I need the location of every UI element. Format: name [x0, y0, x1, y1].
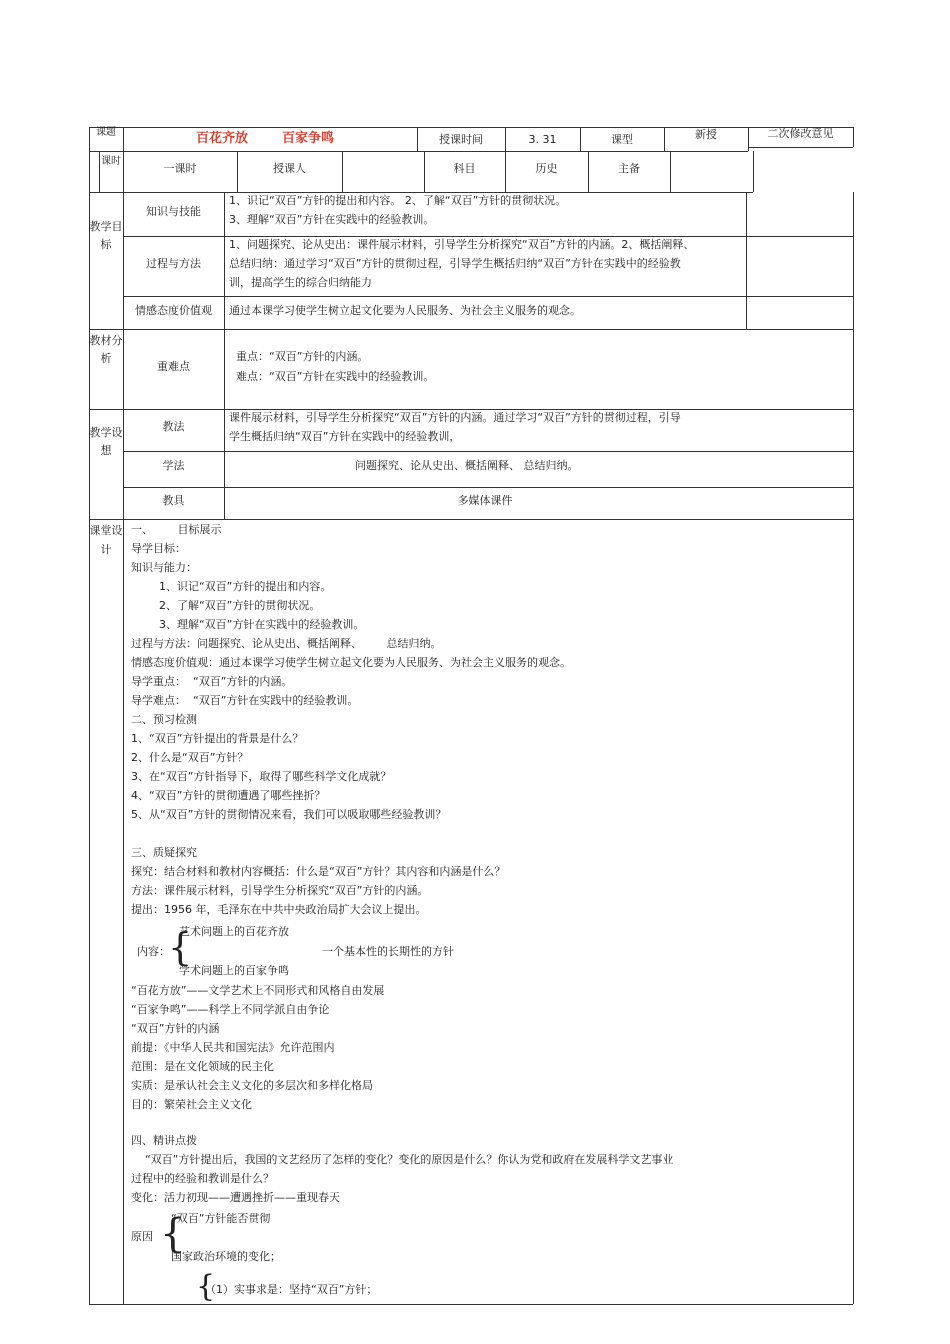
- text-line: 四、精讲点拨: [131, 1134, 197, 1147]
- attitude-line-1: 通过本课学习使学生树立起文化要为人民服务、为社会主义服务的观念。: [229, 304, 581, 317]
- row-label-tools: 教具: [162, 494, 185, 507]
- brace-icon: {: [160, 1211, 186, 1257]
- label-lesson-type: 课型: [611, 133, 633, 146]
- knowledge-line-1: 1、识记“双百”方针的提出和内容。 2、了解“双百”方针的贯彻状况。: [229, 194, 567, 207]
- label-keshi: 课时: [101, 156, 121, 167]
- text-line: 导学目标：: [131, 542, 186, 555]
- process-line-3: 训，提高学生的综合归纳能力: [229, 276, 372, 289]
- text-line: “百花方放”——文学艺术上不同形式和风格自由发展: [131, 984, 385, 997]
- content-policy: 一个基本性的长期性的方针: [322, 945, 454, 958]
- section-key-explanation: [131, 1131, 673, 1207]
- reason-policy: “双百”方针能否贯彻: [171, 1212, 271, 1225]
- text-line: 目的：繁荣社会主义文化: [131, 1098, 252, 1111]
- row-label-knowledge: 知识与技能: [146, 205, 201, 218]
- text-line: 三、质疑探究: [131, 846, 197, 859]
- text-line: 前提：《中华人民共和国宪法》允许范围内: [131, 1041, 335, 1054]
- row-label-attitude: 情感态度价值观: [135, 304, 212, 317]
- lesson-title-part1: 百花齐放: [196, 131, 249, 146]
- text-line: 4、“双百”方针的贯彻遭遇了哪些挫折？: [131, 789, 326, 802]
- row-label-process: 过程与方法: [146, 257, 201, 270]
- text-line: 过程中的经验和教训是什么？: [131, 1172, 274, 1185]
- key-point: 重点：“双百”方针的内涵。: [236, 350, 369, 363]
- row-label-study: 学法: [162, 459, 185, 472]
- text-line: 探究：结合材料和教材内容概括：什么是“双百”方针？其内容和内涵是什么？: [131, 865, 506, 878]
- knowledge-line-2: 3、理解“双百”方针在实践中的经验教训。: [229, 213, 435, 226]
- row-label-key-points: 重难点: [157, 360, 190, 373]
- study-method: 问题探究、论从史出、概括阐释、 总结归纳。: [355, 459, 579, 472]
- brace-icon: {: [168, 925, 193, 969]
- row-label-method: 教法: [162, 420, 185, 433]
- label-teaching-date: 授课时间: [439, 133, 483, 146]
- text-line: 实质：是承认社会主义文化的多层次和多样化格局: [131, 1079, 373, 1092]
- text-line: 二、预习检测: [131, 713, 197, 726]
- teaching-tools: 多媒体课件: [457, 494, 513, 507]
- text-line: 范围：是在文化领域的民主化: [131, 1060, 274, 1073]
- label-revision-notes: 二次修改意见: [767, 127, 834, 140]
- method-line-2: 学生概括归纳“双百”方针在实践中的经验教训，: [229, 430, 461, 443]
- section-goals-and-preview: [131, 520, 571, 824]
- lesson-title-part2: 百家争鸣: [282, 131, 335, 146]
- process-line-1: 1、问题探究、论从史出：课件展示材料，引导学生分析探究“双百”方针的内涵。2、概括阐释、: [229, 238, 695, 251]
- text-line: 导学难点： “双百”方针在实践中的经验教训。: [131, 694, 359, 707]
- teaching-date: 3. 31: [528, 133, 557, 146]
- label-keti: 课题: [96, 127, 116, 138]
- text-line: 过程与方法：问题探究、论从史出、概括阐释、 总结归纳。: [131, 637, 442, 650]
- text-line: 提出：1956 年，毛泽东在中共中央政治局扩大会议上提出。: [131, 903, 427, 916]
- text-line: 知识与能力：: [131, 561, 197, 574]
- label-subject: 科目: [453, 162, 476, 175]
- group-label-classroom: 课堂设计: [89, 524, 123, 556]
- text-line: “百家争鸣”——科学上不同学派自由争论: [131, 1003, 330, 1016]
- brace-icon: {: [196, 1269, 216, 1304]
- text-line: 方法：课件展示材料，引导学生分析探究“双百”方针的内涵。: [131, 884, 429, 897]
- last-point: （1）实事求是：坚持“双百”方针；: [205, 1283, 378, 1296]
- periods: 一课时: [163, 162, 197, 175]
- content-science: 学术问题上的百家争鸣: [179, 964, 289, 977]
- label-lead-preparer: 主备: [618, 162, 640, 175]
- text-line: 2、了解“双百”方针的贯彻状况。: [131, 599, 321, 612]
- lesson-type: 新授: [695, 128, 717, 141]
- group-label-design: 教学设想: [89, 426, 123, 457]
- text-line: 1、“双百”方针提出的背景是什么？: [131, 732, 304, 745]
- label-teacher: 授课人: [273, 162, 306, 175]
- reason-environment: 国家政治环境的变化；: [171, 1250, 281, 1263]
- text-line: 5、从“双百”方针的贯彻情况来看，我们可以吸取哪些经验教训？: [131, 808, 447, 821]
- content-arts: 艺术问题上的百花齐放: [179, 925, 289, 938]
- text-line: 3、理解“双百”方针在实践中的经验教训。: [131, 618, 365, 631]
- group-label-analysis: 教材分析: [89, 334, 123, 365]
- group-label-objectives: 教学目标: [89, 220, 123, 251]
- content-label: 内容：: [137, 945, 170, 958]
- text-line: 导学重点： “双百”方针的内涵。: [131, 675, 293, 688]
- text-line: 2、什么是“双百”方针？: [131, 751, 249, 764]
- method-line-1: 课件展示材料，引导学生分析探究“双百”方针的内涵。通过学习“双百”方针的贯彻过程，引导: [229, 411, 681, 424]
- text-line: 情感态度价值观：通过本课学习使学生树立起文化要为人民服务、为社会主义服务的观念。: [131, 656, 571, 669]
- subject: 历史: [535, 162, 558, 175]
- reason-label: 原因: [131, 1230, 153, 1243]
- difficult-point: 难点：“双百”方针在实践中的经验教训。: [236, 370, 435, 383]
- process-line-2: 总结归纳：通过学习“双百”方针的贯彻过程，引导学生概括归纳“双百”方针在实践中的经验教: [229, 257, 681, 270]
- text-line: 变化：活力初现——遭遇挫折——重现春天: [131, 1191, 340, 1204]
- text-line: 3、在“双百”方针指导下，取得了哪些科学文化成就？: [131, 770, 392, 783]
- text-line: 1、识记“双百”方针的提出和内容。: [131, 580, 332, 593]
- text-line: “双百”方针的内涵: [131, 1022, 220, 1035]
- section-connotation: [131, 981, 384, 1114]
- section-inquiry: [131, 843, 505, 919]
- text-line: 一、 目标展示: [131, 523, 222, 536]
- text-line: “双百”方针提出后，我国的文艺经历了怎样的变化？变化的原因是什么？你认为党和政府在发展科学文艺事业: [131, 1153, 674, 1166]
